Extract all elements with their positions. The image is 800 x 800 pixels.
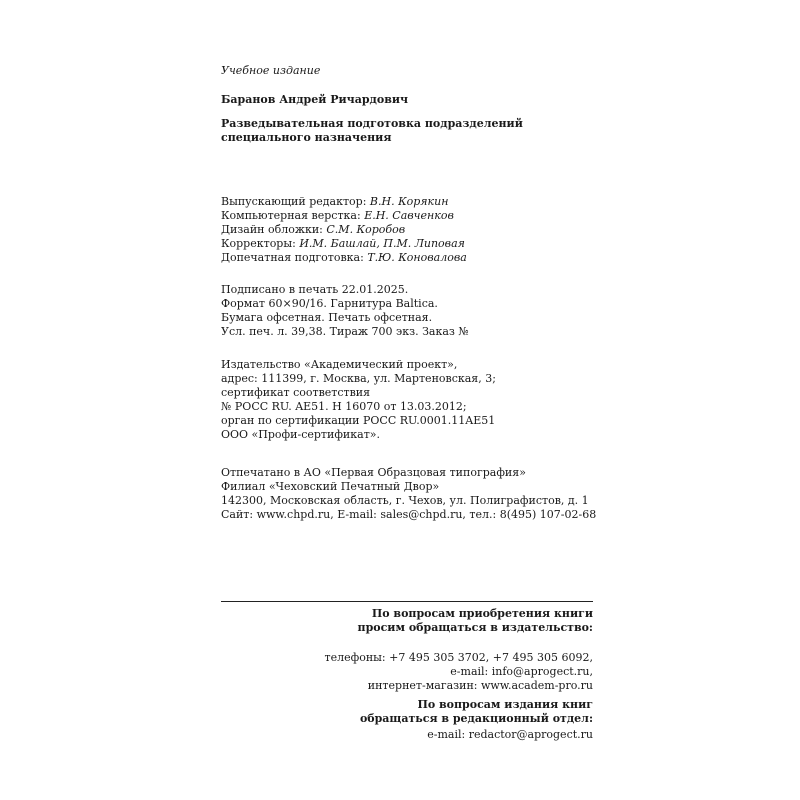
credit-label: Корректоры: [221,237,300,250]
credit-label: Дизайн обложки: [221,223,327,236]
credit-value: И.М. Башлай, П.М. Липовая [299,237,465,250]
title-line: Разведывательная подготовка подразделений [221,117,523,130]
editorial-email-block [221,728,593,742]
editorial-email: e-mail: redactor@aprogect.ru [427,728,593,741]
credit-label: Выпускающий редактор: [221,195,370,208]
contacts-block [221,651,593,693]
edition-heading-line: обращаться в редакционный отдел: [359,712,593,725]
contact-line: телефоны: +7 495 305 3702, +7 495 305 6092, [324,651,593,664]
credit-value: С.М. Коробов [326,223,406,236]
credit-line [221,223,467,237]
print-info-line: Формат 60×90/16. Гарнитура Baltica. [221,297,438,310]
publisher-line: Издательство «Академический проект», [221,358,458,371]
purchase-heading-line: По вопросам приобретения книги [371,607,593,620]
credit-value: Е.Н. Савченков [364,209,454,222]
credit-line [221,237,467,251]
credit-value: Т.Ю. Коновалова [367,251,467,264]
printer-line: Филиал «Чеховский Печатный Двор» [221,480,440,493]
print-info-line: Подписано в печать 22.01.2025. [221,283,409,296]
printer-line: Отпечатано в АО «Первая Образцовая типография» [221,466,526,479]
publisher-line: № РОСС RU. AE51. Н 16070 от 13.03.2012; [221,400,467,413]
publisher-block [221,358,496,442]
publisher-line: ООО «Профи-сертификат». [221,428,381,441]
print-info-block [221,283,469,339]
contact-line: интернет-магазин: www.academ-pro.ru [367,679,593,692]
credit-line [221,209,467,223]
author-name: Баранов Андрей Ричардович [221,93,409,106]
credit-line [221,251,467,265]
credit-label: Допечатная подготовка: [221,251,368,264]
credit-label: Компьютерная верстка: [221,209,365,222]
print-info-line: Усл. печ. л. 39,38. Тираж 700 экз. Заказ № [221,325,469,338]
divider-rule [221,601,593,602]
edition-heading-line: По вопросам издания книг [417,698,593,711]
publisher-line: сертификат соответствия [221,386,371,399]
printer-line: 142300, Московская область, г. Чехов, ул. Полиграфистов, д. 1 [221,494,589,507]
printer-block [221,466,596,522]
purchase-heading [221,607,593,635]
publisher-line: орган по сертификации РОСС RU.0001.11AE51 [221,414,496,427]
edition-heading [221,698,593,726]
credits-block [221,195,467,265]
publisher-line: адрес: 111399, г. Москва, ул. Мартеновская, 3; [221,372,496,385]
book-title [221,117,523,145]
print-info-line: Бумага офсетная. Печать офсетная. [221,311,433,324]
printer-line: Сайт: www.chpd.ru, E-mail: sales@chpd.ru, тел.: 8(495) 107-02-68 [221,508,597,521]
credit-line [221,195,467,209]
purchase-heading-line: просим обращаться в издательство: [357,621,593,634]
contact-line: e-mail: info@aprogect.ru, [450,665,593,678]
title-line: специального назначения [221,131,392,144]
credit-value: В.Н. Корякин [369,195,449,208]
edition-type: Учебное издание [221,64,321,77]
